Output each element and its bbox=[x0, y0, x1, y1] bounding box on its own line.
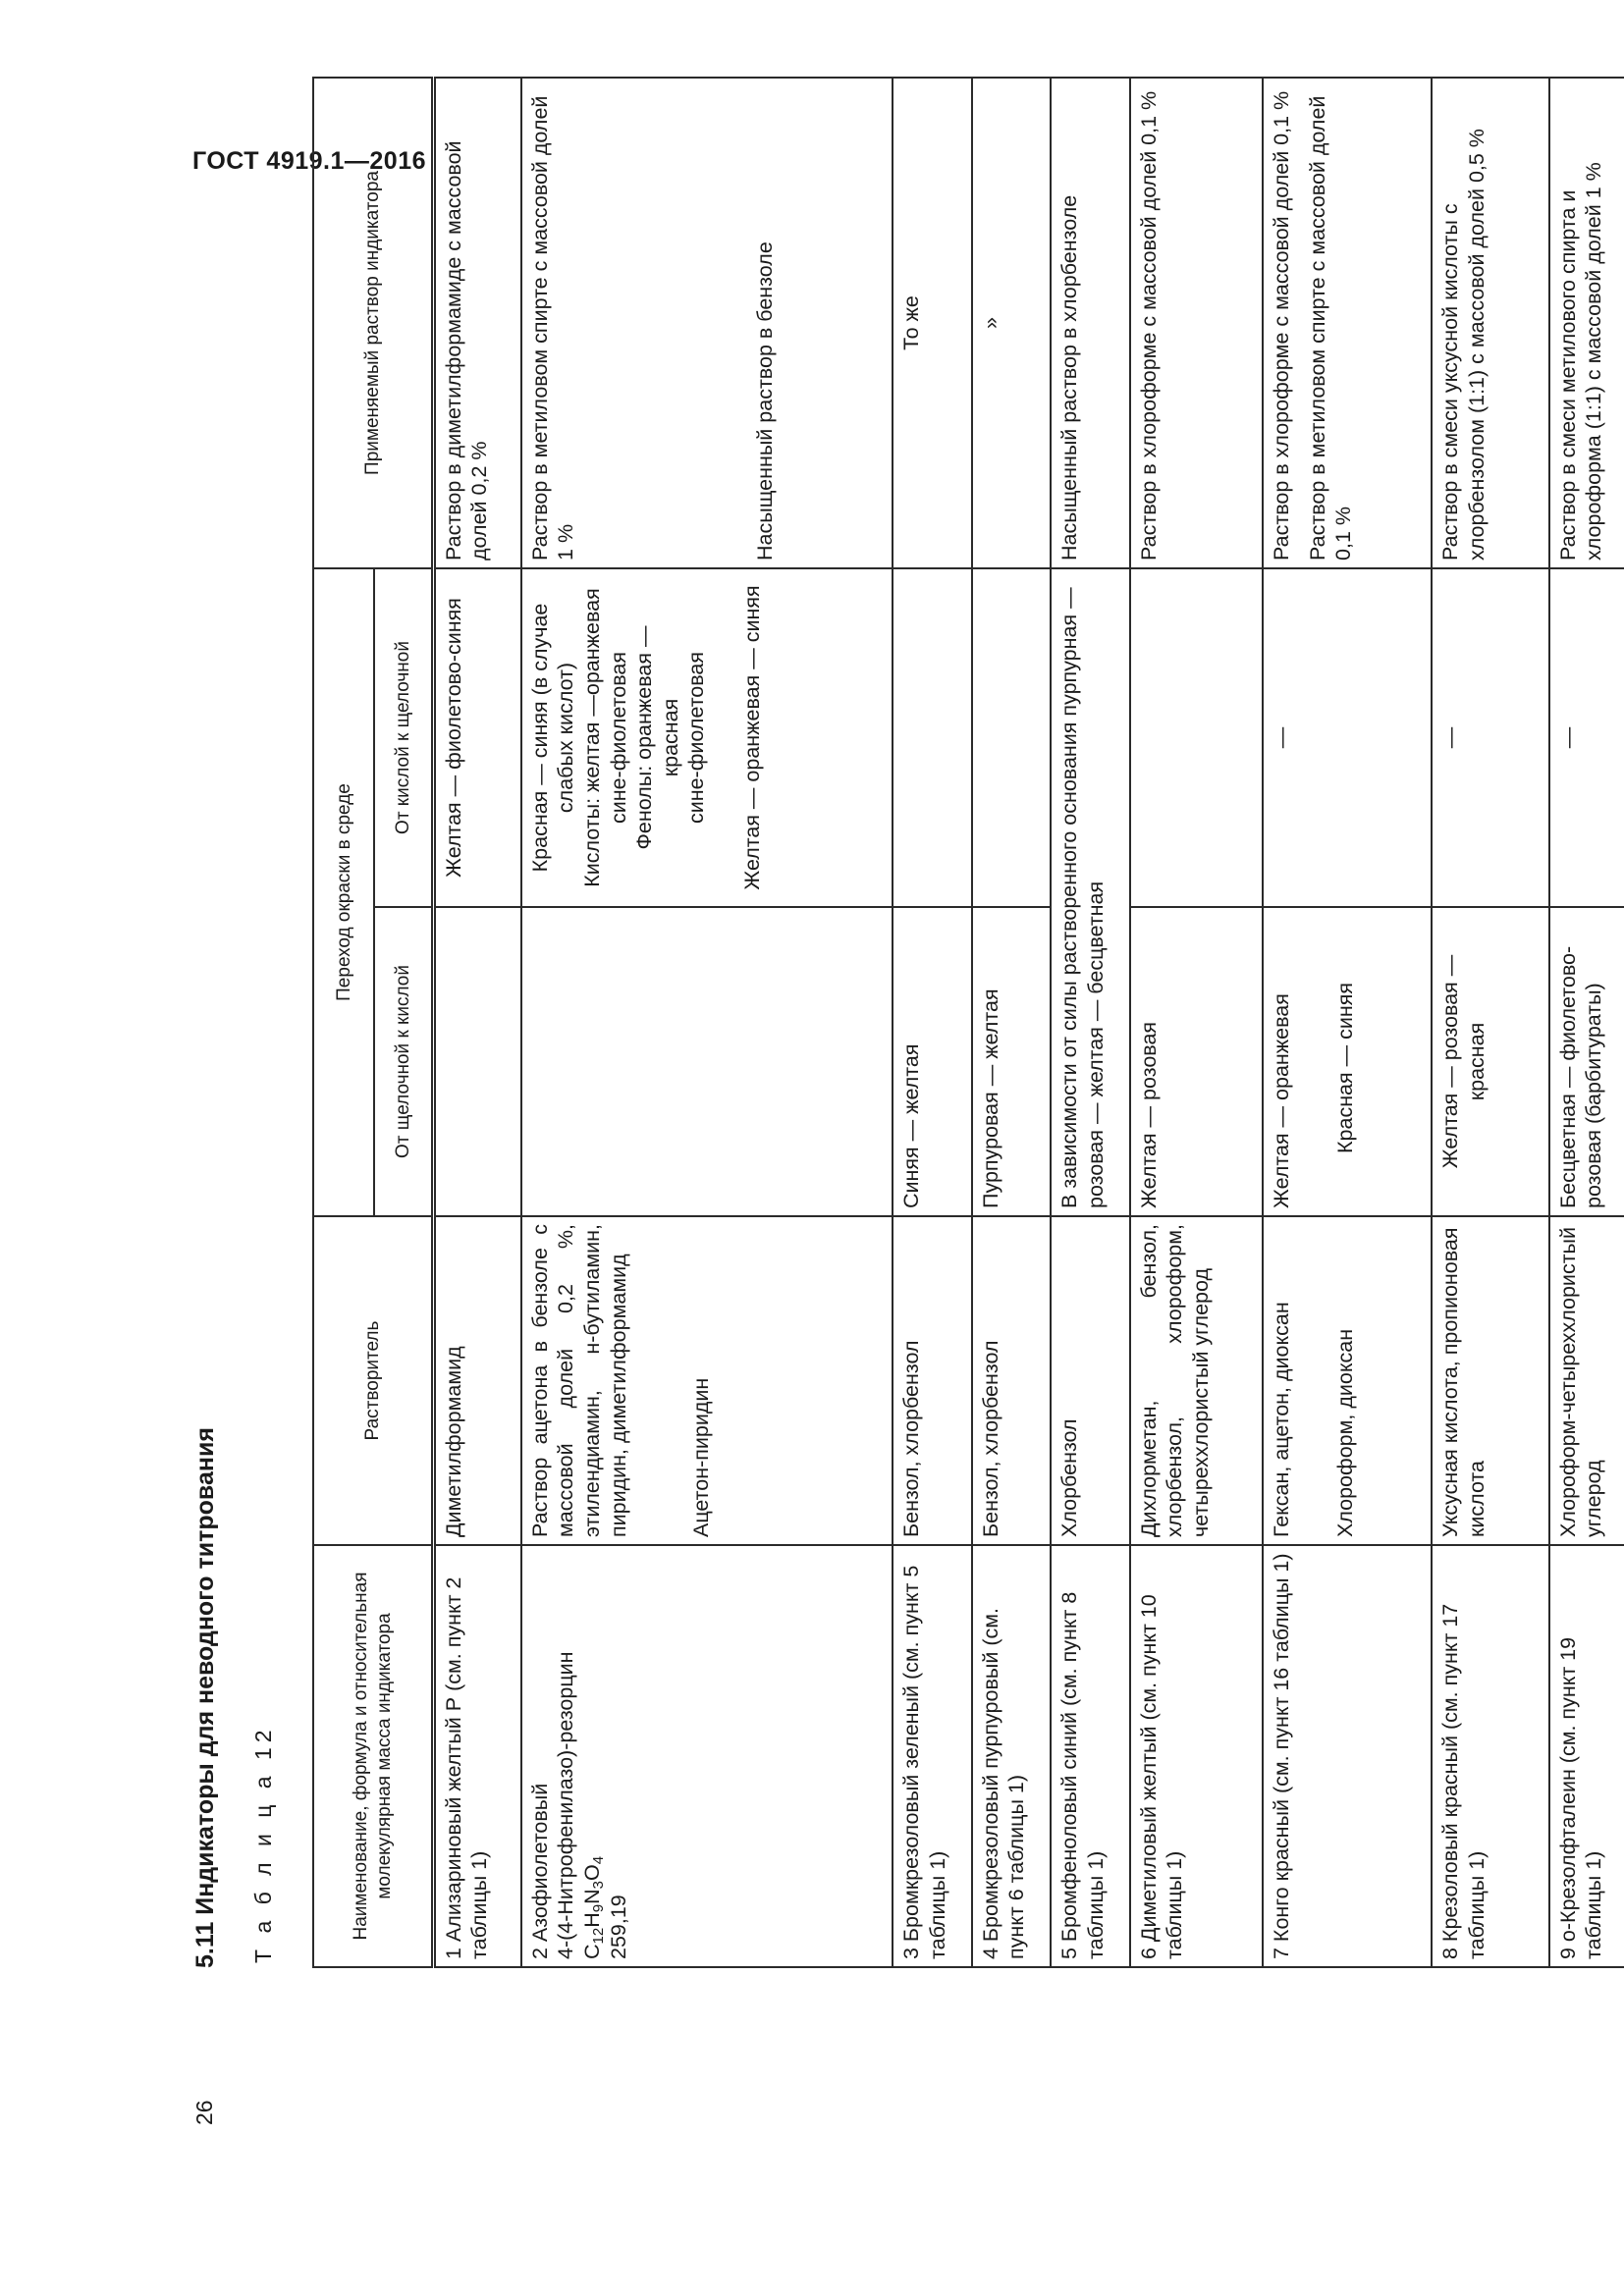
name-line: 2 Азофиолетовый bbox=[527, 1783, 552, 1959]
cell-solution: Раствор в смеси метилового спирта и хлороформа (1:1) с массовой долей 1 % bbox=[1549, 78, 1624, 568]
cell-solution bbox=[1263, 78, 1432, 568]
cell-solvent: Хлорбензол bbox=[1051, 1216, 1129, 1545]
cell-alk-acid bbox=[1263, 907, 1432, 1216]
solution-entry: Раствор в хлороформе с массовой долей 0,1 % bbox=[1270, 90, 1294, 561]
cell-solvent: Хлороформ-четыреххлористый углерод bbox=[1549, 1216, 1624, 1545]
cell-transition-merged: В зависимости от силы растворенного основания пурпурная — розовая — желтая — бесцветная bbox=[1051, 568, 1129, 1216]
cell-name: 6 Диметиловый желтый (см. пункт 10 таблицы 1) bbox=[1130, 1545, 1263, 1967]
transition-line: сине-фиолетовая bbox=[684, 651, 709, 825]
transition-line: Фенолы: оранжевая — bbox=[632, 625, 657, 850]
spacer bbox=[1295, 1224, 1332, 1537]
cell-name: 8 Крезоловый красный (см. пункт 17 таблицы 1) bbox=[1432, 1545, 1548, 1967]
col-header-alk-to-acid: От щелочной к кислой bbox=[374, 907, 433, 1216]
transition-line: Желтая — оранжевая bbox=[1270, 993, 1294, 1208]
col-header-solvent: Растворитель bbox=[313, 1216, 433, 1545]
table-row bbox=[1263, 78, 1432, 1967]
cell-alk-acid: Бесцветная — фиолетово-розовая (барбитураты) bbox=[1549, 907, 1624, 1216]
table-row bbox=[1051, 78, 1129, 1967]
transition-line: Желтая — оранжевая — синяя bbox=[740, 585, 765, 890]
cell-solution: Раствор в хлороформе с массовой долей 0,1 % bbox=[1130, 78, 1263, 568]
col-header-acid-to-alk: От кислой к щелочной bbox=[374, 568, 433, 907]
solvent-entry: Гексан, ацетон, диоксан bbox=[1270, 1302, 1294, 1537]
cell-solution: Раствор в диметилформамиде с массовой долей 0,2 % bbox=[433, 78, 521, 568]
cell-alk-acid bbox=[433, 907, 521, 1216]
solvent-entry: Раствор ацетона в бензоле с массовой долей 0,2 %, этилендиамин, н-бутиламин, пиридин, диметилформамид bbox=[527, 1224, 630, 1537]
cell-alk-acid: Синяя — желтая bbox=[893, 907, 971, 1216]
chemical-formula: $C_{12}H_9N_3O_4$ bbox=[579, 1855, 607, 1959]
table-row bbox=[1549, 78, 1624, 1967]
cell-name: 4 Бромкрезоловый пурпуровый (см. пункт 6 таблицы 1) bbox=[972, 1545, 1051, 1967]
cell-solvent: Бензол, хлорбензол bbox=[893, 1216, 971, 1545]
spacer bbox=[1295, 915, 1332, 1208]
solution-entry: Раствор в метиловом спирте с массовой долей 0,1 % bbox=[1305, 95, 1356, 561]
cell-alk-acid: Желтая — розовая bbox=[1130, 907, 1263, 1216]
cell-acid-alk bbox=[893, 568, 971, 907]
document-header: ГОСТ 4919.1—2016 bbox=[192, 147, 427, 175]
solution-entry: Насыщенный раствор в бензоле bbox=[752, 241, 777, 561]
table-row bbox=[1130, 78, 1263, 1967]
cell-name: 1 Ализариновый желтый Р (см. пункт 2 таблицы 1) bbox=[433, 1545, 521, 1967]
page-number: 26 bbox=[191, 2100, 217, 2125]
cell-alk-acid: Желтая — розовая — красная bbox=[1432, 907, 1548, 1216]
spacer bbox=[631, 1224, 688, 1537]
cell-solvent: Бензол, хлорбензол bbox=[972, 1216, 1051, 1545]
cell-solvent bbox=[521, 1216, 893, 1545]
section-title: 5.11 Индикаторы для неводного титрования bbox=[191, 1427, 219, 1968]
table-row bbox=[972, 78, 1051, 1967]
cell-name: 9 о-Крезолфталеин (см. пункт 19 таблицы 1) bbox=[1549, 1545, 1624, 1967]
transition-line: красная bbox=[658, 698, 682, 777]
cell-name: 7 Конго красный (см. пункт 16 таблицы 1) bbox=[1263, 1545, 1432, 1967]
table-label: Т а б л и ц а 12 bbox=[250, 1725, 276, 1963]
cell-solvent: Уксусная кислота, пропионовая кислота bbox=[1432, 1216, 1548, 1545]
indicator-table bbox=[312, 77, 1624, 1968]
cell-name: 3 Бромкрезоловый зеленый (см. пункт 5 таблицы 1) bbox=[893, 1545, 971, 1967]
cell-solution: То же bbox=[893, 78, 971, 568]
cell-solvent: Диметилформамид bbox=[433, 1216, 521, 1545]
table-row bbox=[893, 78, 971, 1967]
cell-acid-alk: — bbox=[1432, 568, 1548, 907]
solution-entry: Раствор в метиловом спирте с массовой долей 1 % bbox=[527, 95, 578, 561]
cell-name bbox=[521, 1545, 893, 1967]
cell-solution: » bbox=[972, 78, 1051, 568]
transition-line: Красная — синяя bbox=[1332, 982, 1357, 1153]
cell-acid-alk bbox=[521, 568, 893, 907]
solvent-entry: Хлороформ, диоксан bbox=[1332, 1328, 1357, 1537]
cell-acid-alk: — bbox=[1549, 568, 1624, 907]
spacer bbox=[1295, 85, 1305, 561]
cell-acid-alk: — bbox=[1263, 568, 1432, 907]
cell-solution: Насыщенный раствор в хлорбензоле bbox=[1051, 78, 1129, 568]
transition-line: сине-фиолетовая bbox=[606, 651, 630, 825]
name-line: 4-(4-Нитрофенилазо)-резорцин bbox=[554, 1651, 578, 1959]
table-row bbox=[1432, 78, 1548, 1967]
spacer bbox=[710, 576, 739, 899]
cell-acid-alk bbox=[1130, 568, 1263, 907]
cell-name: 5 Бромфеноловый синий (см. пункт 8 таблицы 1) bbox=[1051, 1545, 1129, 1967]
molecular-mass: 259,19 bbox=[606, 1895, 630, 1959]
cell-solution: Раствор в смеси уксусной кислоты с хлорбензолом (1:1) с массовой долей 0,5 % bbox=[1432, 78, 1548, 568]
cell-acid-alk bbox=[972, 568, 1051, 907]
col-header-name: Наименование, формула и относительная молекулярная масса индикатора bbox=[313, 1545, 433, 1967]
table-row bbox=[521, 78, 893, 1967]
spacer bbox=[579, 85, 752, 561]
col-header-transition: Переход окраски в среде bbox=[313, 568, 374, 1216]
cell-solution bbox=[521, 78, 893, 568]
cell-acid-alk: Желтая — фиолетово-синяя bbox=[433, 568, 521, 907]
rotated-page bbox=[191, 15, 1624, 2125]
cell-solvent: Дихлорметан, бензол, хлорбензол, хлороформ, четыреххлористый углерод bbox=[1130, 1216, 1263, 1545]
transition-line: Кислоты: желтая —оранжевая bbox=[579, 588, 604, 887]
transition-line: Красная — синяя (в случае слабых кислот) bbox=[527, 603, 578, 873]
col-header-solution: Применяемый раствор индикатора bbox=[313, 78, 433, 568]
cell-alk-acid: Пурпуровая — желтая bbox=[972, 907, 1051, 1216]
cell-solvent bbox=[1263, 1216, 1432, 1545]
cell-alk-acid bbox=[521, 907, 893, 1216]
table-row bbox=[433, 78, 521, 1967]
solvent-entry: Ацетон-пиридин bbox=[689, 1377, 714, 1537]
